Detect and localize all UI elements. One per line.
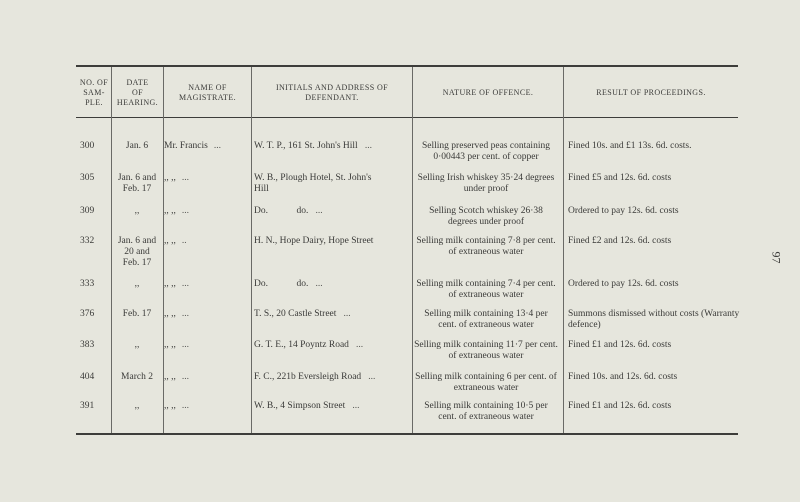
header-line: DATE (126, 78, 149, 87)
header-no (77, 78, 111, 108)
column-divider (251, 67, 252, 433)
magistrate-text: Mr. Francis (164, 141, 208, 151)
defendant-line: W. B., Plough Hotel, St. John's (254, 173, 372, 183)
leader-dots: ... (181, 372, 189, 382)
leader-dots: ... (181, 279, 189, 289)
header-line: NAME OF (188, 83, 227, 92)
hearing-date (114, 340, 160, 351)
offence-description: Selling milk containing 10·5 per cent. of extraneous water (424, 401, 548, 422)
header-defendant (252, 83, 412, 103)
sample-number: 305 (80, 173, 95, 183)
magistrate-text: ,, ,, (164, 236, 176, 246)
magistrate-text: ,, ,, (164, 401, 176, 411)
leader-dots: ... (181, 309, 189, 319)
date-line: Feb. 17 (122, 258, 152, 268)
leader-dots: ... (181, 206, 189, 216)
header-date (112, 78, 163, 108)
hearing-date (114, 401, 160, 412)
offence-description: Selling Irish whiskey 35·24 degrees under proof (417, 173, 555, 194)
date-line: ,, (134, 340, 140, 350)
magistrate-name (164, 141, 248, 152)
leader-dots: ... (368, 372, 376, 382)
leader-dots: ... (181, 173, 189, 183)
defendant-line: H. N., Hope Dairy, Hope Street (254, 236, 374, 246)
proceedings-result: Fined £2 and 12s. 6d. costs (568, 236, 672, 246)
date-line: March 2 (121, 372, 153, 382)
magistrate-name (164, 340, 248, 351)
header-magistrate (164, 83, 251, 103)
defendant-address (254, 236, 412, 247)
header-result (564, 88, 738, 98)
header-rule (76, 117, 738, 118)
defendant-line: F. C., 221b Eversleigh Road ... (254, 372, 376, 382)
leader-dots: .. (181, 236, 187, 246)
leader-dots: ... (181, 340, 189, 350)
top-rule (76, 65, 738, 67)
header-line: OF (131, 88, 144, 97)
magistrate-name (164, 206, 248, 217)
proceedings-result: Fined £5 and 12s. 6d. costs (568, 173, 672, 183)
magistrate-text: ,, ,, (164, 206, 176, 216)
leader-dots: ... (343, 309, 351, 319)
header-offence (413, 88, 563, 98)
magistrate-text: ,, ,, (164, 173, 176, 183)
offence-description: Selling milk containing 6 per cent. of extraneous water (415, 372, 557, 393)
hearing-date (114, 236, 160, 269)
column-divider (111, 67, 112, 433)
date-line: ,, (134, 206, 140, 216)
hearing-date (114, 141, 160, 152)
date-line: Feb. 17 (122, 184, 152, 194)
magistrate-text: ,, ,, (164, 279, 176, 289)
defendant-line: Do. do. ... (254, 279, 323, 289)
defendant-address (254, 279, 412, 290)
defendant-line: Do. do. ... (254, 206, 323, 216)
header-line: PLE. (85, 98, 103, 107)
sample-number: 309 (80, 206, 95, 216)
header-line: SAM- (83, 88, 105, 97)
sample-number: 391 (80, 401, 95, 411)
sample-number: 333 (80, 279, 95, 289)
defendant-line: W. T. P., 161 St. John's Hill ... (254, 141, 372, 151)
header-line: INITIALS AND ADDRESS OF (275, 83, 389, 92)
defendant-line: G. T. E., 14 Poyntz Road ... (254, 340, 364, 350)
magistrate-name (164, 309, 248, 320)
proceedings-result: Fined 10s. and £1 13s. 6d. costs. (568, 141, 692, 151)
date-line: Jan. 6 (125, 141, 149, 151)
date-line: ,, (134, 401, 140, 411)
magistrate-text: ,, ,, (164, 372, 176, 382)
leader-dots: ... (364, 141, 372, 151)
defendant-line: W. B., 4 Simpson Street ... (254, 401, 360, 411)
proceedings-result: Summons dismissed without costs (Warranty defence) (568, 309, 740, 330)
defendant-address (254, 206, 412, 217)
offence-description: Selling milk containing 11·7 per cent. of extraneous water (414, 340, 558, 361)
page-number: 97 (769, 251, 784, 264)
hearing-date (114, 173, 160, 195)
date-line: Jan. 6 and (117, 173, 157, 183)
offence-description: Selling preserved peas containing 0·00443 per cent. of copper (422, 141, 550, 162)
defendant-address (254, 173, 412, 195)
offence-description: Selling milk containing 7·4 per cent. of extraneous water (416, 279, 556, 300)
sample-number: 404 (80, 372, 95, 382)
sample-number: 383 (80, 340, 95, 350)
header-line: NATURE OF OFFENCE. (442, 88, 534, 97)
hearing-date (114, 206, 160, 217)
sample-number: 300 (80, 141, 95, 151)
magistrate-text: ,, ,, (164, 340, 176, 350)
leader-dots: ... (315, 279, 323, 289)
magistrate-name (164, 279, 248, 290)
header-line: HEARING. (116, 98, 159, 107)
defendant-address (254, 141, 412, 152)
header-line: NO. OF (79, 78, 109, 87)
sample-number: 332 (80, 236, 95, 246)
proceedings-result: Ordered to pay 12s. 6d. costs (568, 279, 679, 289)
header-line: DEFENDANT. (305, 93, 359, 102)
column-divider (412, 67, 413, 433)
defendant-line: T. S., 20 Castle Street ... (254, 309, 351, 319)
proceedings-result: Fined 10s. and 12s. 6d. costs (568, 372, 678, 382)
leader-dots: ... (356, 340, 364, 350)
defendant-line: Hill (254, 184, 269, 194)
date-line: 20 and (124, 247, 150, 257)
date-line: Jan. 6 and (117, 236, 157, 246)
magistrate-name (164, 236, 248, 247)
date-line: Feb. 17 (122, 309, 152, 319)
column-divider (563, 67, 564, 433)
magistrate-text: ,, ,, (164, 309, 176, 319)
leader-dots: ... (181, 401, 189, 411)
defendant-address (254, 309, 412, 320)
header-line: MAGISTRATE. (178, 93, 237, 102)
offence-description: Selling Scotch whiskey 26·38 degrees under proof (429, 206, 543, 227)
header-line: RESULT OF PROCEEDINGS. (596, 88, 706, 97)
offence-description: Selling milk containing 13·4 per cent. of extraneous water (424, 309, 548, 330)
bottom-rule (76, 433, 738, 435)
leader-dots: ... (213, 141, 221, 151)
magistrate-name (164, 401, 248, 412)
defendant-address (254, 401, 412, 412)
date-line: ,, (134, 279, 140, 289)
leader-dots: ... (315, 206, 323, 216)
hearing-date (114, 309, 160, 320)
magistrate-name (164, 173, 248, 184)
defendant-address (254, 340, 412, 351)
proceedings-result: Fined £1 and 12s. 6d. costs (568, 401, 672, 411)
proceedings-result: Fined £1 and 12s. 6d. costs (568, 340, 672, 350)
proceedings-result: Ordered to pay 12s. 6d. costs (568, 206, 679, 216)
leader-dots: ... (352, 401, 360, 411)
hearing-date (114, 279, 160, 290)
sample-number: 376 (80, 309, 95, 319)
offence-description: Selling milk containing 7·8 per cent. of extraneous water (416, 236, 556, 257)
defendant-address (254, 372, 412, 383)
magistrate-name (164, 372, 248, 383)
hearing-date (114, 372, 160, 383)
